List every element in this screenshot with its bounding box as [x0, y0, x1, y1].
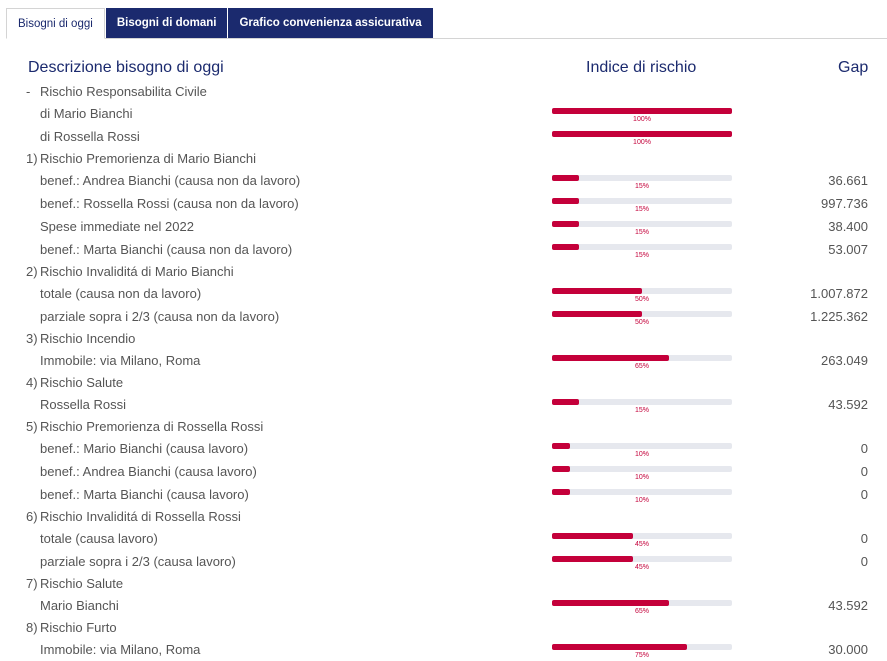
risk-section-row [0, 81, 887, 102]
gap-value: 1.007.872 [810, 286, 868, 301]
risk-index-bar [552, 600, 732, 606]
risk-item-row [0, 192, 887, 215]
risk-index-fill [552, 600, 669, 606]
risk-index-fill [552, 198, 579, 204]
gap-value: 38.400 [828, 219, 868, 234]
risk-index-bar [552, 399, 732, 405]
risk-index-percent: 50% [634, 319, 649, 326]
item-label: Spese immediate nel 2022 [40, 219, 194, 234]
section-label: Rischio Invaliditá di Rossella Rossi [40, 509, 241, 524]
risk-index-percent: 10% [634, 474, 649, 481]
gap-value: 263.049 [821, 353, 868, 368]
risk-index-bar [552, 131, 732, 137]
section-label: Rischio Premorienza di Rossella Rossi [40, 419, 264, 434]
risk-index-bar [552, 221, 732, 227]
risk-index-fill [552, 355, 669, 361]
gap-value: 53.007 [828, 242, 868, 257]
risk-index-bar [552, 311, 732, 317]
section-label: Rischio Salute [40, 375, 124, 390]
risk-section-row [0, 573, 887, 594]
risk-item-row [0, 638, 887, 661]
risk-index-fill [552, 311, 642, 317]
risk-index-percent: 15% [634, 206, 649, 213]
risk-index-fill [552, 288, 642, 294]
item-label: di Rossella Rossi [40, 129, 140, 144]
gap-value: 0 [860, 554, 868, 569]
gap-value: 1.225.362 [810, 309, 868, 324]
risk-index-fill [552, 221, 579, 227]
risk-index-bar [552, 288, 732, 294]
risk-index-fill [552, 489, 570, 495]
risk-item-row [0, 305, 887, 328]
risk-section-row [0, 148, 887, 169]
gap-value: 36.661 [828, 173, 868, 188]
section-label: Rischio Invaliditá di Mario Bianchi [40, 264, 234, 279]
item-label: Mario Bianchi [40, 598, 119, 613]
risk-index-fill [552, 556, 633, 562]
section-number: 1) [26, 151, 38, 166]
tab-bar [6, 8, 433, 39]
risk-index-percent: 100% [633, 116, 651, 123]
risk-section-row [0, 617, 887, 638]
risk-item-row [0, 527, 887, 550]
risk-item-row [0, 437, 887, 460]
risk-index-bar [552, 443, 732, 449]
risk-index-bar [552, 533, 732, 539]
risk-section-row [0, 416, 887, 437]
item-label: totale (causa non da lavoro) [40, 286, 202, 301]
risk-index-percent: 10% [634, 497, 649, 504]
tab-divider [6, 38, 887, 39]
risk-section-row [0, 328, 887, 349]
risk-index-bar [552, 175, 732, 181]
risk-index-percent: 10% [634, 451, 649, 458]
risk-index-percent: 45% [634, 541, 649, 548]
risk-index-bar [552, 489, 732, 495]
section-label: Rischio Furto [40, 620, 117, 635]
risk-item-row [0, 483, 887, 506]
column-header-risk-index: Indice di rischio [586, 59, 697, 76]
column-header-gap: Gap [838, 59, 869, 76]
item-label: Immobile: via Milano, Roma [40, 353, 201, 368]
risk-section-row [0, 506, 887, 527]
item-label: parziale sopra i 2/3 (causa lavoro) [40, 554, 236, 569]
item-label: benef.: Rossella Rossi (causa non da lavoro) [40, 196, 299, 211]
risk-item-row [0, 393, 887, 416]
column-header-description: Descrizione bisogno di oggi [28, 59, 224, 76]
item-label: di Mario Bianchi [40, 106, 133, 121]
risk-item-row [0, 594, 887, 617]
risk-index-percent: 65% [634, 608, 649, 615]
item-label: benef.: Marta Bianchi (causa lavoro) [40, 487, 249, 502]
risk-table [0, 81, 887, 661]
section-number: 6) [26, 509, 38, 524]
risk-index-fill [552, 175, 579, 181]
item-label: Immobile: via Milano, Roma [40, 642, 201, 657]
risk-index-bar [552, 466, 732, 472]
risk-index-fill [552, 399, 579, 405]
risk-index-bar [552, 108, 732, 114]
section-label: Rischio Premorienza di Mario Bianchi [40, 151, 257, 166]
risk-item-row [0, 349, 887, 372]
risk-index-fill [552, 131, 732, 137]
gap-value: 43.592 [828, 397, 868, 412]
gap-value: 0 [860, 441, 868, 456]
tab-bisogni-di-domani[interactable]: Bisogni di domani [106, 8, 228, 39]
risk-item-row [0, 125, 887, 148]
risk-index-fill [552, 533, 633, 539]
item-label: totale (causa lavoro) [40, 531, 158, 546]
risk-item-row [0, 215, 887, 238]
risk-item-row [0, 550, 887, 573]
item-label: benef.: Marta Bianchi (causa non da lavoro) [40, 242, 293, 257]
item-label: benef.: Andrea Bianchi (causa non da lavoro) [40, 173, 301, 188]
gap-value: 0 [860, 531, 868, 546]
risk-index-fill [552, 108, 732, 114]
risk-item-row [0, 282, 887, 305]
gap-value: 0 [860, 487, 868, 502]
section-number: - [26, 84, 31, 99]
risk-index-bar [552, 556, 732, 562]
gap-value: 30.000 [828, 642, 868, 657]
risk-index-bar [552, 244, 732, 250]
item-label: Rossella Rossi [40, 397, 126, 412]
risk-index-percent: 65% [634, 363, 649, 370]
risk-index-fill [552, 466, 570, 472]
item-label: parziale sopra i 2/3 (causa non da lavoro) [40, 309, 280, 324]
risk-index-percent: 45% [634, 564, 649, 571]
section-label: Rischio Salute [40, 576, 124, 591]
risk-section-row [0, 372, 887, 393]
risk-item-row [0, 169, 887, 192]
risk-index-bar [552, 198, 732, 204]
item-label: benef.: Mario Bianchi (causa lavoro) [40, 441, 249, 456]
gap-value: 0 [860, 464, 868, 479]
risk-index-percent: 50% [634, 296, 649, 303]
risk-item-row [0, 238, 887, 261]
tab-bisogni-di-oggi[interactable]: Bisogni di oggi [6, 8, 105, 39]
tab-grafico-convenienza[interactable]: Grafico convenienza assicurativa [228, 8, 432, 39]
risk-index-percent: 75% [634, 652, 649, 659]
section-number: 2) [26, 264, 38, 279]
risk-section-row [0, 261, 887, 282]
section-number: 8) [26, 620, 38, 635]
risk-index-fill [552, 443, 570, 449]
risk-index-bar [552, 644, 732, 650]
section-number: 5) [26, 419, 38, 434]
section-number: 3) [26, 331, 38, 346]
section-number: 7) [26, 576, 38, 591]
risk-index-fill [552, 244, 579, 250]
risk-index-percent: 15% [634, 183, 649, 190]
item-label: benef.: Andrea Bianchi (causa lavoro) [40, 464, 257, 479]
risk-index-percent: 15% [634, 229, 649, 236]
risk-index-fill [552, 644, 687, 650]
risk-item-row [0, 460, 887, 483]
risk-index-bar [552, 355, 732, 361]
risk-index-percent: 100% [633, 139, 651, 146]
section-label: Rischio Incendio [40, 331, 136, 346]
gap-value: 997.736 [821, 196, 868, 211]
risk-item-row [0, 102, 887, 125]
section-label: Rischio Responsabilita Civile [40, 84, 207, 99]
risk-index-percent: 15% [634, 407, 649, 414]
section-number: 4) [26, 375, 38, 390]
gap-value: 43.592 [828, 598, 868, 613]
risk-index-percent: 15% [634, 252, 649, 259]
